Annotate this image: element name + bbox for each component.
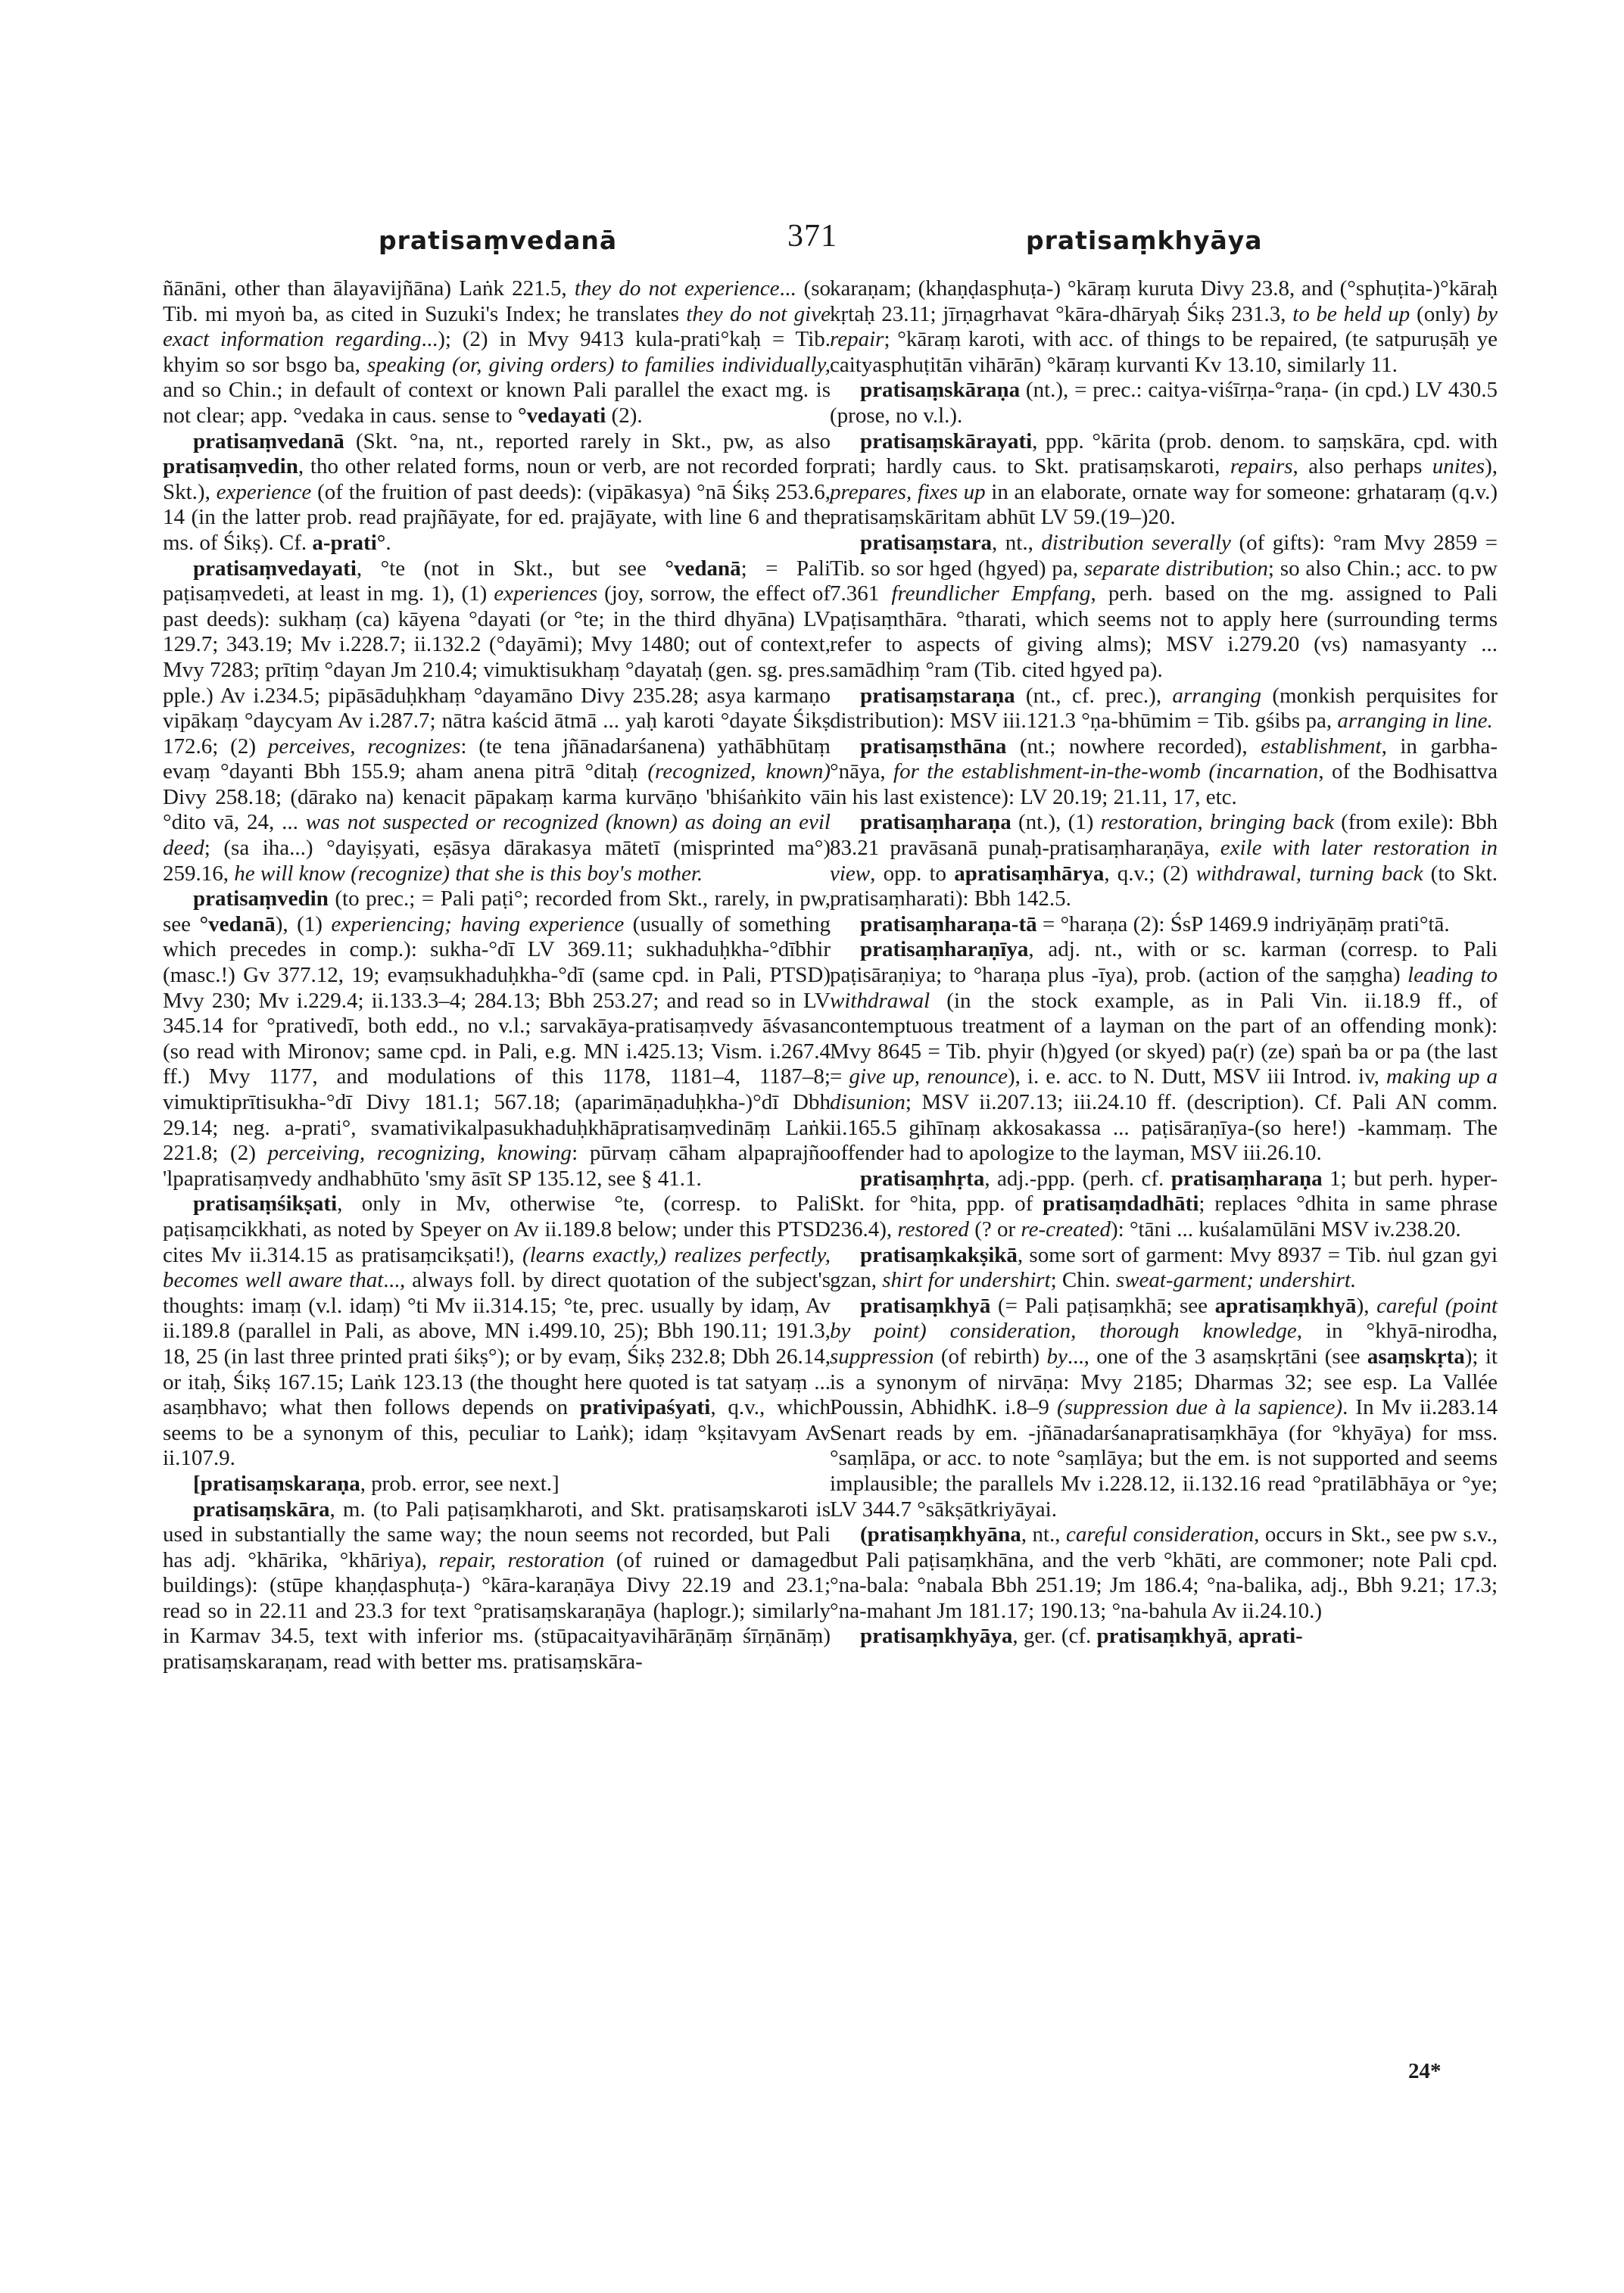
gloss-italic: perceives, recognizes — [267, 734, 461, 759]
dictionary-entry — [830, 734, 1498, 811]
headword: apratisaṃkhyā — [1214, 1293, 1357, 1318]
dictionary-entry — [830, 531, 1498, 684]
running-head — [0, 219, 1624, 263]
gloss-italic: repair, restoration — [438, 1547, 605, 1572]
headword: pratisaṃstara — [860, 530, 992, 555]
gloss-italic: establishment — [1261, 734, 1382, 759]
header-right-guideword: pratisaṃkhyāya — [1026, 226, 1263, 255]
entry-text: , q.v., which seems to be a synonym of this, peculiar to Laṅk); idaṃ °kṣitavyam Av ii.107.9. — [163, 1395, 831, 1471]
entry-text: (only) — [1410, 301, 1477, 326]
entry-text: ; °kāraṃ karoti, with acc. of things to be repaired, (te satpuruṣāḥ ye caityasphuṭitān vihārān) °kāraṃ kurvanti Kv 13.10, similarly 11. — [830, 327, 1498, 377]
gloss-italic: for the establishment-in-the-womb (incarnation — [893, 759, 1319, 784]
headword: pratisaṃharaṇa-tā — [860, 911, 1037, 936]
gloss-italic: shirt for undershirt — [882, 1268, 1051, 1293]
dictionary-entry — [830, 276, 1498, 378]
dictionary-entry — [830, 1624, 1498, 1650]
entry-text: , adj.-ppp. (perh. cf. — [984, 1166, 1171, 1191]
entry-text: , also perhaps — [1292, 454, 1432, 479]
entry-text: , ger. (cf. — [1012, 1624, 1097, 1649]
gloss-italic: give up, renounce — [849, 1064, 1008, 1089]
dictionary-entry — [163, 886, 831, 1192]
entry-text: and so Chin.; in default of context or known Pali parallel the exact mg. is not clear; app. °vedaka in caus. sense to — [163, 378, 831, 428]
entry-text: , prob. error, see next.] — [360, 1471, 560, 1496]
headword: pratisaṃvedin — [193, 886, 329, 911]
gloss-italic: suppression — [830, 1344, 934, 1369]
entry-text: , opp. to — [870, 861, 955, 886]
gloss-italic: was not suspected or recognized (known) as doing an evil deed — [163, 810, 831, 861]
headword: pratisaṃharaṇa — [860, 810, 1011, 835]
gloss-italic: freundlicher Empfang — [891, 581, 1091, 606]
entry-text: (usually of something which precedes in comp.): sukha-°dī LV 369.11; sukhaduḥkha-°dībhir (masc.!) Gv 377.12, 19; evaṃsukhaduḥkha-°dī (same cpd. in Pali, PTSD) Mvy 230; Mv i.229.4; ii.133.3–4; 284.13; Bbh 253.27; and read so in LV 345.14 for °prativedī, both edd., no v.l.; sarvakāya-pratisaṃvedy āśvasan (so read with Mironov; same cpd. in Pali, e.g. MN i.425.13; Vism. i.267.4 ff.) Mvy 1177, and modulations of this 1178, 1181–4, 1187–8; vimuktiprītisukha-°dī Divy 181.1; 567.18; (aparimāṇaduḥkha-)°dī Dbh 29.14; neg. a-prati°, svamativikalpasukhaduḥkhāpratisaṃvedināṃ Laṅk 221.8; (2) — [163, 911, 831, 1166]
entry-text: (joy, sorrow, the effect of past deeds): sukhaṃ (ca) kāyena °dayati (or °te; in the third dhyāna) LV 129.7; 343.19; Mv i.228.7; ii.132.2 (°dayāmi); Mvy 1480; out of context, Mvy 7283; prītiṃ °dayan Jm 210.4; vimuktisukhaṃ °dayataḥ (gen. sg. pres. pple.) Av i.234.5; pipāsāduḥkhaṃ °dayamāno Divy 235.28; asya karmaṇo vipākaṃ °daycyam Av i.287.7; nātra kaścid ātmā ... yaḥ karoti °dayate Śikṣ 172.6; (2) — [163, 581, 831, 759]
gloss-italic: making up a disunion — [830, 1064, 1498, 1114]
headword: pratisaṃvedanā — [193, 428, 344, 453]
headword: °vedanā — [665, 556, 741, 581]
entry-text: . In Mv ii.283.14 Senart reads by em. -jñānadarśanapratisaṃkhāya (for °khyāya) for mss. °saṃlāpa, or acc. to note °saṃlāya; but the em. is not supported and seems implausible; the parallels Mv i.228.12, ii.132.16 read °pratilābhāya or °ye; LV 344.7 °sākṣātkriyāyai. — [830, 1395, 1498, 1522]
entry-text: karaṇam; (khaṇḍasphuṭa-) °kāraṃ kuruta Divy 23.8, and (°sphuṭita-)°kāraḥ kṛtaḥ 23.11; jīrṇagrhavat °kāra-dhāryaḥ Śikṣ 231.3, — [830, 276, 1498, 326]
dictionary-entry — [830, 810, 1498, 911]
entry-text: (in the stock example, as in Pali Vin. ii.18.9 ff., of contemptuous treatment of a layman on the part of an offending monk): Mvy 8645 = Tib. phyir (h)gyed (or skyed) pa(r) (ze) spaṅ ba or pa (the last = — [830, 988, 1498, 1089]
gloss-italic: they do not experience — [574, 276, 780, 301]
header-left-guideword: pratisaṃvedanā — [379, 226, 618, 255]
entry-text: (? or — [968, 1217, 1021, 1242]
gloss-italic: repairs — [1230, 454, 1293, 479]
headword: pratisaṃkakṣikā — [860, 1242, 1018, 1267]
entry-text: (to Skt. pratisaṃharati): Bbh 142.5. — [830, 861, 1498, 911]
entry-text: , — [1227, 1624, 1239, 1649]
entry-text: (of gifts): °ram Mvy 2859 = Tib. so sor hged (hgyed) pa, — [830, 530, 1498, 581]
entry-text: ; MSV ii.207.13; iii.24.10 ff. (description). Cf. Pali AN comm. ii.165.5 gihīnaṃ akkosakassa ... paṭisāraṇīya-(so here!) -kammaṃ. The offender had to apologize to the layman, MSV iii.26.10. — [830, 1090, 1498, 1166]
headword: a-prati° — [312, 530, 386, 555]
headword: °vedayati — [517, 403, 606, 428]
entry-text: ), — [1485, 454, 1498, 479]
entry-text: (from exile): Bbh 83.21 pravāsanā punaḥ-pratisaṃharaṇāya, — [830, 810, 1498, 861]
dictionary-entry — [163, 556, 831, 887]
entry-text: , only in Mv, otherwise °te, (corresp. to Pali paṭisaṃcikkhati, as noted by Speyer on Av ii.189.8 below; under this PTSD cites Mv ii.314.15 as pratisaṃcikṣati!), — [163, 1192, 831, 1267]
entry-text: = °haraṇa (2): ŚsP 1469.9 indriyāṇāṃ prati°tā. — [1036, 911, 1450, 936]
headword: pratisaṃdadhāti — [1043, 1192, 1199, 1217]
dictionary-entry — [830, 1522, 1498, 1624]
entry-text: (= Pali paṭisaṃkhā; see — [990, 1293, 1215, 1318]
gloss-italic: distribution severally — [1041, 530, 1231, 555]
entry-text: ), (1) — [275, 911, 332, 936]
dictionary-entry — [830, 1294, 1498, 1522]
gloss-italic: re-created — [1021, 1217, 1111, 1242]
entry-text: , m. (to Pali paṭisaṃkharoti, and Skt. pratisaṃskaroti is used in substantially the same way; the noun seems not recorded, but Pali has adj. °khārika, °khāriya), — [163, 1497, 831, 1572]
headword: pratisaṃsthāna — [860, 734, 1007, 759]
gloss-italic: restored — [897, 1217, 969, 1242]
dictionary-entry — [163, 1497, 831, 1675]
dictionary-entry — [830, 378, 1498, 428]
gloss-italic: separate distribution — [1083, 556, 1268, 581]
entry-text: ; so also Chin.; acc. to pw 7.361 — [830, 556, 1498, 606]
gloss-italic: careful consideration — [1066, 1522, 1255, 1547]
headword: pratisaṃskārayati — [860, 428, 1033, 453]
gloss-italic: experiences — [494, 581, 598, 606]
gloss-italic: they do not give exact information regarding — [163, 301, 831, 352]
entry-text: ); it is a synonym of nirvāṇa: Mvy 2185; Dharmas 32; see esp. La Vallée Poussin, AbhidhK. i.8–9 — [830, 1344, 1498, 1420]
gloss-italic: experiencing; having experience — [331, 911, 625, 936]
entry-text: ; (sa iha...) °dayiṣyati, eṣāsya dārakasya mātetī (misprinted ma°) 259.16, — [163, 836, 831, 886]
entry-text: ñānāni, other than ālayavijñāna) Laṅk 221.5, — [163, 276, 575, 301]
gloss-italic: arranging in line. — [1337, 709, 1493, 734]
headword: pratisaṃskāraṇa — [860, 378, 1021, 403]
entry-text: ..., one of the 3 asaṃskṛtāni (see — [1067, 1344, 1367, 1369]
entry-text: , of the Bodhisattva in his last existence): LV 20.19; 21.11, 17, etc. — [830, 759, 1498, 809]
entry-text: ; = Pali paṭisaṃvedeti, at least in mg. 1), (1) — [163, 556, 831, 606]
headword: pratisaṃskāra — [193, 1497, 330, 1522]
entry-text: (monkish perquisites for distribution): MSV iii.121.3 °ṇa-bhūmim = Tib. gśibs pa, — [830, 683, 1498, 734]
entry-text: (of rebirth) — [934, 1344, 1047, 1369]
entry-text: , q.v.; (2) — [1104, 861, 1196, 886]
entry-text: (of ruined or damaged buildings): (stūpe khaṇḍasphuṭa-) °kāra-karaṇāya Divy 22.19 and 23.1; read so in 22.11 and 23.3 for text °pratisaṃskaraṇāya (haplogr.); similarly in Karmav 34.5, text with inferior ms. (stūpacaityavihārāṇāṃ śīrṇānāṃ) pratisaṃskaraṇam, read with better ms. pratisaṃskāra- — [163, 1547, 831, 1675]
entry-text: (2). — [606, 403, 643, 428]
entry-text: , some sort of garment: Mvy 8937 = Tib. ṅul gzan gyi gzan, — [830, 1242, 1498, 1293]
gloss-italic: careful (point by point) consideration, thorough knowledge — [830, 1293, 1498, 1344]
dictionary-entry — [830, 937, 1498, 1166]
entry-text: (of the fruition of past deeds): (vipākasya) °nā Śikṣ 253.6, 14 (in the latter prob. read prajñāyate, for ed. prajāyate, with line 6 and the ms. of Śikṣ). Cf. — [163, 479, 831, 555]
gloss-italic: perceiving, recognizing, knowing — [267, 1141, 572, 1166]
dictionary-entry — [830, 1167, 1498, 1243]
headword: pratisaṃśikṣati — [193, 1192, 338, 1217]
entry-text: , tho other related forms, noun or verb, are not recorded for Skt.), — [163, 454, 831, 504]
headword: pratisaṃkhyā — [1096, 1624, 1227, 1649]
gloss-italic: speaking (or, giving orders) to families individually, — [366, 352, 831, 377]
entry-text: , °te (not in Skt., but see — [356, 556, 665, 581]
entry-text: (nt.), (1) — [1011, 810, 1101, 835]
gloss-italic: to be held up — [1292, 301, 1410, 326]
entry-text: : pūrvaṃ cāham alpaprajño 'lpapratisaṃvedy andhabhūto 'smy āsīt SP 135.12, see § 41.1. — [163, 1141, 831, 1191]
headword: pratisaṃharaṇa — [1170, 1166, 1323, 1191]
page-number: 371 — [787, 219, 837, 254]
signature-mark: 24* — [1408, 2059, 1442, 2083]
dictionary-entry — [163, 1192, 831, 1472]
entry-text: , occurs in Skt., see pw s.v., but Pali paṭisaṃkhāna, and the verb °khāti, are commoner; note Pali cpd. °na-bala: °nabala Bbh 251.19; Jm 186.4; °na-balika, adj., Bbh 9.21; 17.3; °na-mahant Jm 181.17; 190.13; °na-bahula Av ii.24.10.) — [830, 1522, 1498, 1623]
right-column — [830, 276, 1498, 1650]
dictionary-entry — [163, 1472, 831, 1497]
entry-text: , ppp. °kārita (prob. denom. to saṃskāra, cpd. with prati; hardly caus. to Skt. pratisaṃskaroti, — [830, 428, 1498, 479]
entry-text: (Skt. °na, nt., reported rarely in Skt., pw, as also — [344, 428, 831, 453]
gloss-italic: withdrawal, turning back — [1195, 861, 1423, 886]
entry-text: . — [385, 530, 391, 555]
left-column — [163, 276, 831, 1675]
gloss-italic: restoration, bringing back — [1100, 810, 1334, 835]
entry-text: ...); (2) in Mvy 9413 kula-prati°kaḥ = Tib. khyim so sor bsgo ba, — [163, 327, 831, 377]
headword: prativipaśyati — [579, 1395, 711, 1420]
headword: pratisaṃvedin — [163, 454, 298, 479]
entry-text: , nt., — [1021, 1522, 1067, 1547]
gloss-italic: unites — [1432, 454, 1485, 479]
entry-text: (nt., cf. prec.), — [1015, 683, 1173, 708]
entry-text: ; Chin. — [1050, 1268, 1116, 1293]
entry-text: , perh. based on the mg. assigned to Pali paṭisaṃthāra. °tharati, which seems not to apply here (surrounding terms refer to aspects of giving alms); MSV i.279.20 (vs) namasyanty ... samādhiṃ °ram (Tib. cited hgyed pa). — [830, 581, 1498, 682]
entry-text: , in garbha-°nāya, — [830, 734, 1498, 784]
headword: aprati- — [1238, 1624, 1303, 1649]
dictionary-entry — [163, 276, 831, 429]
entry-text: , adj. nt., with or sc. karman (corresp. to Pali paṭisāraṇiya; to °haraṇa plus -īya), prob. (action of the saṃgha) — [830, 937, 1498, 988]
gloss-italic: (suppression due à la sapience) — [1056, 1395, 1343, 1420]
entry-text: (to prec.; = Pali paṭi°; recorded from Skt., rarely, in pw, see — [163, 886, 831, 936]
entry-text: Divy 258.18; (dārako na) kenacit pāpakaṃ karma kurvāṇo 'bhiśaṅkito vā °dito vā, 24, ... — [163, 784, 831, 835]
headword: °vedanā — [199, 911, 276, 936]
entry-text: , nt., — [991, 530, 1042, 555]
gloss-italic: he will know (recognize) that she is this boy's mother. — [234, 861, 703, 886]
gloss-italic: prepares, fixes up — [830, 479, 986, 504]
entry-text: ..., always foll. by direct quotation of the subject's thoughts: imaṃ (v.l. idaṃ) °ti Mv ii.314.15; °te, prec. usually by idaṃ, Av ii.189.8 (parallel in Pali, as above, MN i.499.10, 25); Bbh 190.11; 191.3, 18, 25 (in last three printed prati śikṣ°); or by evaṃ, Śikṣ 232.8; Dbh 26.14, or itaḥ, Śikṣ 167.15; Laṅk 123.13 (the thought here quoted is tat satyaṃ ... asaṃbhavo; what then follows depends on — [163, 1268, 831, 1420]
headword: [pratisaṃskaraṇa — [193, 1471, 360, 1496]
headword: pratisaṃhṛta — [860, 1166, 985, 1191]
dictionary-entry — [830, 429, 1498, 531]
entry-text: ), — [1356, 1293, 1377, 1318]
entry-text: in an elaborate, ornate way for someone: grhataraṃ (q.v.) pratisaṃskāritam abhūt LV 59.(19–)20. — [830, 479, 1498, 530]
headword: (pratisaṃkhyāna — [860, 1522, 1021, 1547]
headword: pratisaṃvedayati — [193, 556, 357, 581]
headword: asaṃskṛta — [1367, 1344, 1465, 1369]
dictionary-entry — [830, 684, 1498, 734]
entry-text: : (te tena jñānadarśanena) yathābhūtaṃ evaṃ °dayanti Bbh 155.9; aham anena pitrā °ditaḥ — [163, 734, 831, 784]
entry-text: ... (so Tib. mi myoṅ ba, as cited in Suzuki's Index; he translates — [163, 276, 831, 326]
gloss-italic: exile with later restoration in view — [830, 836, 1498, 886]
headword: pratisaṃharaṇīya — [860, 937, 1029, 962]
entry-text: (nt.), = prec.: caitya-viśīrṇa-°raṇa- (in cpd.) LV 430.5 (prose, no v.l.). — [830, 378, 1498, 428]
gloss-italic: (learns exactly,) realizes perfectly, becomes well aware that — [163, 1242, 831, 1293]
headword: pratisaṃstaraṇa — [860, 683, 1015, 708]
entry-text: (nt.; nowhere recorded), — [1006, 734, 1261, 759]
gloss-italic: by repair — [830, 301, 1498, 352]
dictionary-entry — [830, 1243, 1498, 1294]
gloss-italic: experience — [216, 479, 312, 504]
gloss-italic: (recognized, known) — [647, 759, 831, 784]
gloss-italic: leading to withdrawal — [830, 963, 1498, 1013]
entry-text: ; replaces °dhita in same phrase 236.4), — [830, 1192, 1498, 1242]
dictionary-entry — [830, 912, 1498, 938]
dictionary-entry — [163, 429, 831, 556]
gloss-italic: by — [1046, 1344, 1068, 1369]
gloss-italic: arranging — [1172, 683, 1262, 708]
headword: apratisaṃhārya — [954, 861, 1105, 886]
entry-text: ), i. e. acc. to N. Dutt, MSV iii Introd. iv, — [1007, 1064, 1387, 1089]
headword: pratisaṃkhyāya — [860, 1624, 1013, 1649]
entry-text: 1; but perh. hyper-Skt. for °hita, ppp. of — [830, 1166, 1498, 1217]
gloss-italic: sweat-garment; undershirt. — [1115, 1268, 1357, 1293]
entry-text: ): °tāni ... kuśalamūlāni MSV iv.238.20. — [1111, 1217, 1461, 1242]
entry-text: , in °khyā-nirodha, — [1296, 1319, 1498, 1344]
headword: pratisaṃkhyā — [860, 1293, 991, 1318]
